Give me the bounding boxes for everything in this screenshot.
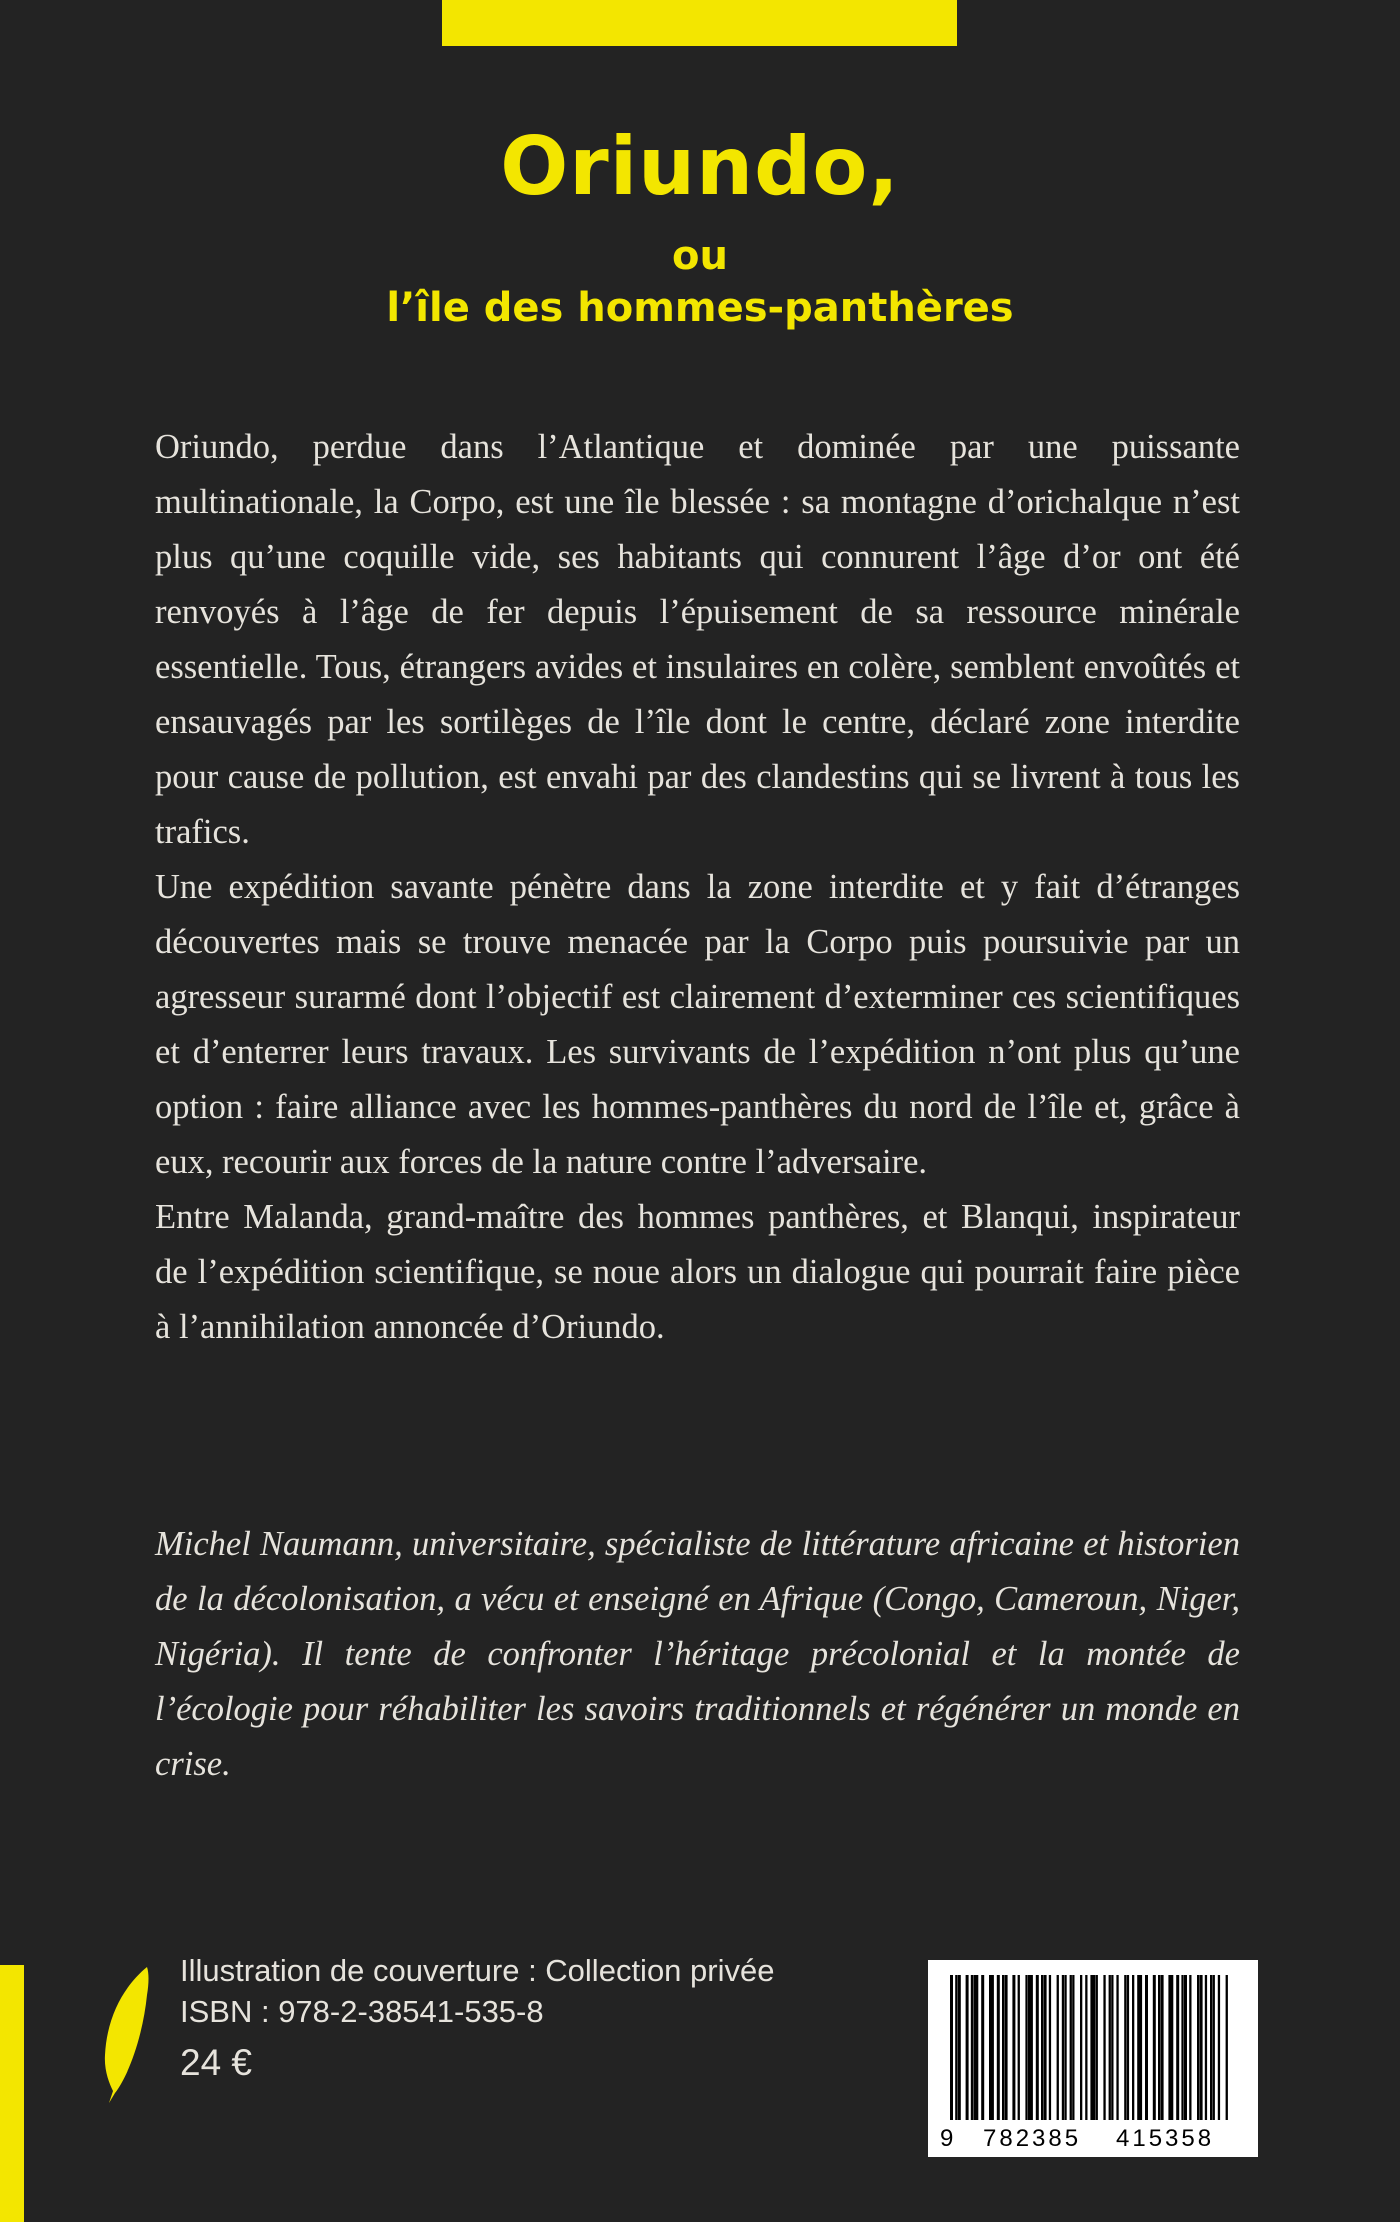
barcode-bar xyxy=(1176,1975,1179,2120)
barcode-bar xyxy=(1213,1975,1215,2120)
barcode-bar xyxy=(1200,1975,1203,2120)
barcode-bar xyxy=(1064,1975,1066,2120)
isbn-text: ISBN : 978-2-38541-535-8 xyxy=(180,1994,544,2029)
top-accent-bar xyxy=(442,0,957,46)
barcode-bar xyxy=(1184,1975,1187,2120)
barcode-bar xyxy=(1137,1975,1140,2120)
barcode-bar xyxy=(1012,1975,1015,2120)
barcode-left-group: 782385 xyxy=(983,2125,1082,2152)
barcode-bar xyxy=(976,1975,978,2120)
barcode-bar xyxy=(1161,1975,1164,2120)
barcode-bar xyxy=(1145,1975,1148,2120)
barcode-bar xyxy=(1218,1975,1220,2120)
barcode-bar xyxy=(1041,1975,1043,2120)
barcode-bar xyxy=(1181,1975,1183,2120)
barcode-bar xyxy=(1002,1975,1004,2120)
credits-block xyxy=(180,1950,774,2083)
side-accent-bar xyxy=(0,1965,24,2222)
barcode-bar xyxy=(1057,1975,1059,2120)
barcode-bar xyxy=(1036,1975,1039,2120)
description-paragraph: Entre Malanda, grand-maître des hommes panthères, et Blanqui, inspirateur de l’expédition scientifique, se noue alors un dialogue qui pourrait faire pièce à l’annihilation annoncée d’Oriundo. xyxy=(155,1198,1240,1346)
price: 24 € xyxy=(180,2042,253,2083)
author-bio: Michel Naumann, universitaire, spécialiste de littérature africaine et historien de la décolonisation, a vécu et enseigné en Afrique (Congo, Cameroun, Niger, Nigéria). Il tente de confronter l’héritage précolonial et la montée de l’écologie pour réhabiliter les savoirs traditionnels et régénérer un monde en crise. xyxy=(155,1525,1240,1783)
barcode-bar xyxy=(1062,1975,1064,2120)
barcode-bar xyxy=(1158,1975,1160,2120)
barcode-bar xyxy=(973,1975,976,2120)
barcode-bar xyxy=(1171,1975,1173,2120)
barcode-bar xyxy=(1005,1975,1008,2120)
barcode-bar xyxy=(1090,1975,1093,2120)
barcode-bar xyxy=(1210,1975,1212,2120)
barcode-bar xyxy=(1226,1975,1228,2120)
barcode-bar xyxy=(989,1975,992,2120)
barcode-bar xyxy=(1168,1975,1171,2120)
feather-icon xyxy=(95,1965,155,2105)
barcode-bar xyxy=(1127,1975,1129,2120)
barcode-first-digit: 9 xyxy=(940,2125,954,2152)
barcode-bar xyxy=(955,1975,957,2120)
barcode-bar xyxy=(1018,1975,1020,2120)
barcode-bar xyxy=(981,1975,984,2120)
barcode-bar xyxy=(1111,1975,1113,2120)
illustration-credit: Illustration de couverture : Collection privée xyxy=(180,1953,775,1988)
barcode-bar xyxy=(1044,1975,1047,2120)
description-paragraph: Oriundo, perdue dans l’Atlantique et dominée par une puissante multinationale, la Corpo, est une île blessée : sa montagne d’orichalque n’est plus qu’une coquille vide, ses habitants qui connurent l’âge d’or ont été renvoyés à l’âge de fer depuis l’épuisement de sa ressource minérale essentielle. Tous, étrangers avides et insulaires en colère, semblent envoûtés et ensauvagés par les sortilèges de l’île dont le centre, déclaré zone interdite pour cause de pollution, est envahi par des clandestins qui se livrent à tous les trafics. xyxy=(155,428,1240,851)
barcode-bar xyxy=(1153,1975,1156,2120)
barcode-bar xyxy=(1189,1975,1191,2120)
barcode-bar xyxy=(1028,1975,1031,2120)
book-title: Oriundo, xyxy=(500,120,900,213)
barcode-bar xyxy=(1109,1975,1111,2120)
barcode-bar xyxy=(1080,1975,1082,2120)
book-subtitle: l’île des hommes-panthères xyxy=(386,285,1014,331)
barcode-bar xyxy=(1116,1975,1118,2120)
title-conjunction: ou xyxy=(672,233,728,279)
description-paragraph: Une expédition savante pénètre dans la zone interdite et y fait d’étranges découvertes mais se trouve menacée par la Corpo puis poursuivie par un agresseur surarmé dont l’objectif est clairement d’exterminer ces scientifiques et d’enterrer leurs travaux. Les survivants de l’expédition n’ont plus qu’une option : faire alliance avec les hommes-panthères du nord de l’île et, grâce à eux, recourir aux forces de la nature contre l’adversaire. xyxy=(155,868,1240,1181)
barcode xyxy=(928,1960,1258,2157)
barcode-bar xyxy=(1025,1975,1027,2120)
barcode-bar xyxy=(1103,1975,1105,2120)
barcode-bar xyxy=(1132,1975,1134,2120)
barcode-bar xyxy=(1093,1975,1095,2120)
barcode-bar xyxy=(950,1975,953,2120)
barcode-bar xyxy=(1049,1975,1051,2120)
barcode-bar xyxy=(958,1975,961,2120)
barcode-bar xyxy=(997,1975,1000,2120)
barcode-bar xyxy=(1096,1975,1098,2120)
barcode-bar xyxy=(1031,1975,1033,2120)
barcode-bar xyxy=(1140,1975,1142,2120)
barcode-graphic xyxy=(928,1960,1258,2157)
barcode-bar xyxy=(1070,1975,1072,2120)
barcode-bar xyxy=(1205,1975,1207,2120)
barcode-bar xyxy=(1197,1975,1199,2120)
barcode-bars xyxy=(950,1975,1228,2120)
barcode-bar xyxy=(1124,1975,1126,2120)
book-description xyxy=(155,420,1240,1355)
barcode-bar xyxy=(992,1975,994,2120)
barcode-bar xyxy=(971,1975,973,2120)
barcode-bar xyxy=(1085,1975,1087,2120)
barcode-bar xyxy=(1072,1975,1074,2120)
barcode-right-group: 415358 xyxy=(1116,2125,1215,2152)
barcode-bar xyxy=(966,1975,969,2120)
